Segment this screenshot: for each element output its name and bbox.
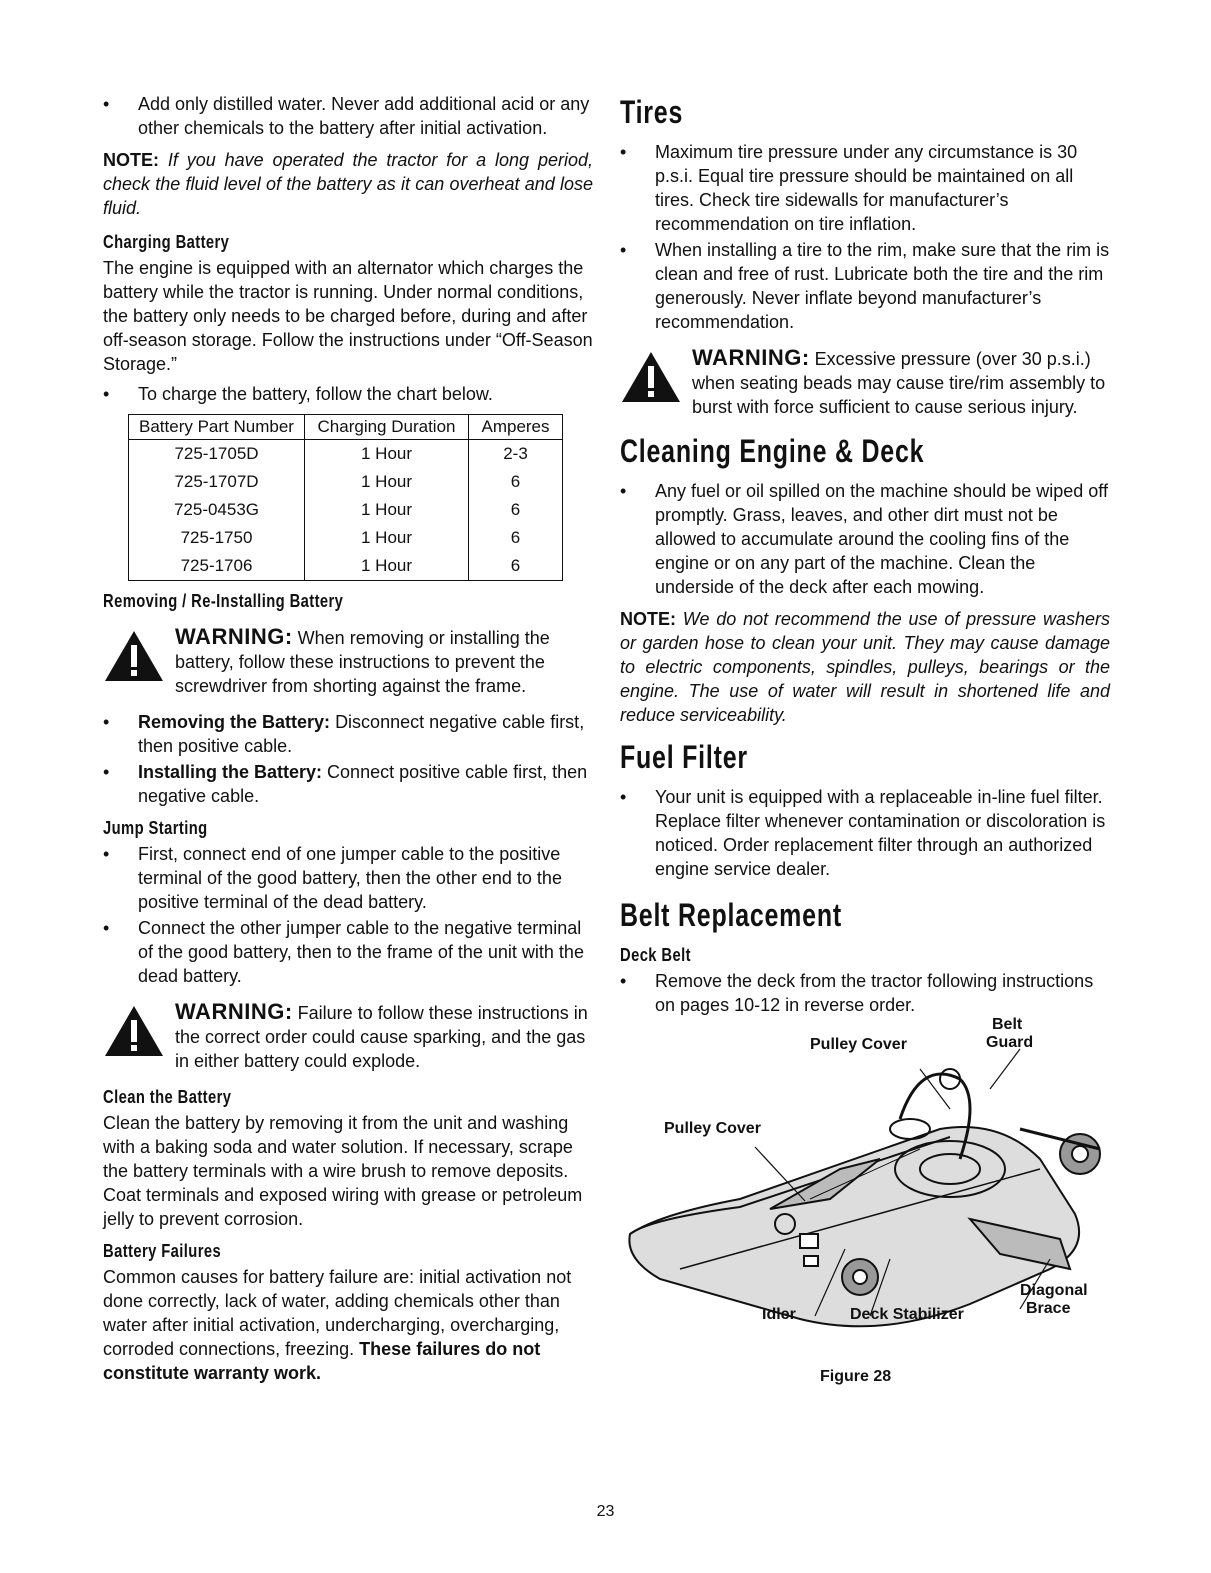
belt-bullet: • Remove the deck from the tractor following instructions on pages 10-12 in reverse order.: [620, 969, 1110, 1017]
removing-bullet: • Removing the Battery: Disconnect negative cable first, then positive cable.: [103, 710, 593, 758]
jump-heading: Jump Starting: [103, 818, 208, 838]
warning-triangle-icon: [103, 629, 165, 683]
right-column: [620, 92, 1110, 1385]
fuel-heading: Fuel Filter: [620, 739, 748, 775]
failures-text: Common causes for battery failure are: initial activation not done correctly, lack of water, adding chemicals other than water after initial activation, undercharging, overcharging, corroded connections, freezing. These failures do not constitute warranty work.: [103, 1267, 572, 1383]
tires-bullet-1: • Maximum tire pressure under any circumstance is 30 p.s.i. Equal tire pressure should be maintained on all tires. Check tire sidewalls for manufacturer’s recommendation on tire inflation.: [620, 140, 1110, 236]
table-row: 725-1706 1 Hour 6: [129, 552, 563, 581]
table-header: Battery Part Number: [129, 415, 305, 440]
acid-bullet: • Add only distilled water. Never add additional acid or any other chemicals to the battery after initial activation.: [103, 92, 593, 140]
figure-28: [620, 1016, 1110, 1385]
note-fluid-level: NOTE: If you have operated the tractor for a long period, check the fluid level of the battery as it can overheat and lose fluid.: [103, 150, 593, 218]
charging-table: [128, 414, 563, 581]
warning-tires: WARNING: Excessive pressure (over 30 p.s.i.) when seating beads may cause tire/rim assembly to burst with force sufficient to cause serious injury.: [620, 346, 1110, 419]
tires-bullet-2: • When installing a tire to the rim, make sure that the rim is clean and free of rust. Lubricate both the tire and the rim generously. Never inflate beyond manufacturer’s recommendation.: [620, 238, 1110, 334]
label-idler: Idler: [762, 1306, 796, 1323]
tires-heading: Tires: [620, 94, 684, 130]
installing-bullet: • Installing the Battery: Connect positive cable first, then negative cable.: [103, 760, 593, 808]
charging-text: The engine is equipped with an alternator which charges the battery while the tractor is running. Under normal conditions, the battery only needs to be charged before, during and after off-season storage. Follow the instructions under “Off-Season Storage.”: [103, 258, 593, 374]
label-pulley-cover-left: Pulley Cover: [664, 1120, 761, 1137]
table-row: 725-1705D 1 Hour 2-3: [129, 440, 563, 469]
belt-heading: Belt Replacement: [620, 897, 842, 933]
failures-heading: Battery Failures: [103, 1241, 222, 1261]
clean-heading: Clean the Battery: [103, 1087, 232, 1107]
charging-heading: Charging Battery: [103, 232, 230, 252]
clean-text: Clean the battery by removing it from the unit and washing with a baking soda and water solution. If necessary, scrape the battery terminals with a wire brush to remove deposits. Coat terminals and exposed wiring with grease or petroleum jelly to prevent corrosion.: [103, 1113, 583, 1229]
label-pulley-cover-top: Pulley Cover: [810, 1036, 907, 1053]
deck-belt-heading: Deck Belt: [620, 945, 691, 965]
cleaning-heading: Cleaning Engine & Deck: [620, 433, 925, 469]
jump-bullet-1: • First, connect end of one jumper cable to the positive terminal of the good battery, then the other end to the positive terminal of the dead battery.: [103, 842, 593, 914]
cleaning-bullet: • Any fuel or oil spilled on the machine should be wiped off promptly. Grass, leaves, and other dirt must not be allowed to accumulate around the cooling fins of the engine or on any part of the machine. Clean the underside of the deck after each mowing.: [620, 479, 1110, 599]
note-cleaning: NOTE: We do not recommend the use of pressure washers or garden hose to clean your unit. They may cause damage to electric components, spindles, pulleys, bearings or the engine. The use of water will result in shortened life and reduce serviceability.: [620, 609, 1110, 725]
label-belt: Belt: [992, 1016, 1023, 1033]
table-row: 725-1707D 1 Hour 6: [129, 468, 563, 496]
page-number: 23: [596, 1503, 615, 1520]
warning-triangle-icon: [103, 1004, 165, 1058]
label-deck-stabilizer: Deck Stabilizer: [850, 1306, 964, 1323]
warning-triangle-icon: [620, 350, 682, 404]
label-diagonal: Diagonal: [1020, 1282, 1088, 1299]
charging-bullet: • To charge the battery, follow the chart below.: [103, 382, 593, 406]
fuel-bullet: • Your unit is equipped with a replaceable in-line fuel filter. Replace filter whenever contamination or discoloration is noticed. Order replacement filter through an authorized engine service dealer.: [620, 785, 1110, 881]
left-column: [103, 92, 593, 1391]
table-header: Charging Duration: [305, 415, 469, 440]
warning-removing: WARNING: When removing or installing the battery, follow these instructions to prevent the screwdriver from shorting against the frame.: [103, 625, 593, 698]
removing-heading: Removing / Re-Installing Battery: [103, 591, 344, 611]
figure-caption: Figure 28: [820, 1368, 892, 1385]
warning-jump: WARNING: Failure to follow these instructions in the correct order could cause sparking, and the gas in either battery could explode.: [103, 1000, 593, 1073]
jump-bullet-2: • Connect the other jumper cable to the negative terminal of the good battery, then to the frame of the unit with the dead battery.: [103, 916, 593, 988]
label-guard: Guard: [986, 1034, 1034, 1051]
table-row: 725-1750 1 Hour 6: [129, 524, 563, 552]
mower-deck-illustration: [620, 1019, 1110, 1379]
table-row: 725-0453G 1 Hour 6: [129, 496, 563, 524]
table-header: Amperes: [469, 415, 563, 440]
label-brace: Brace: [1026, 1300, 1071, 1317]
